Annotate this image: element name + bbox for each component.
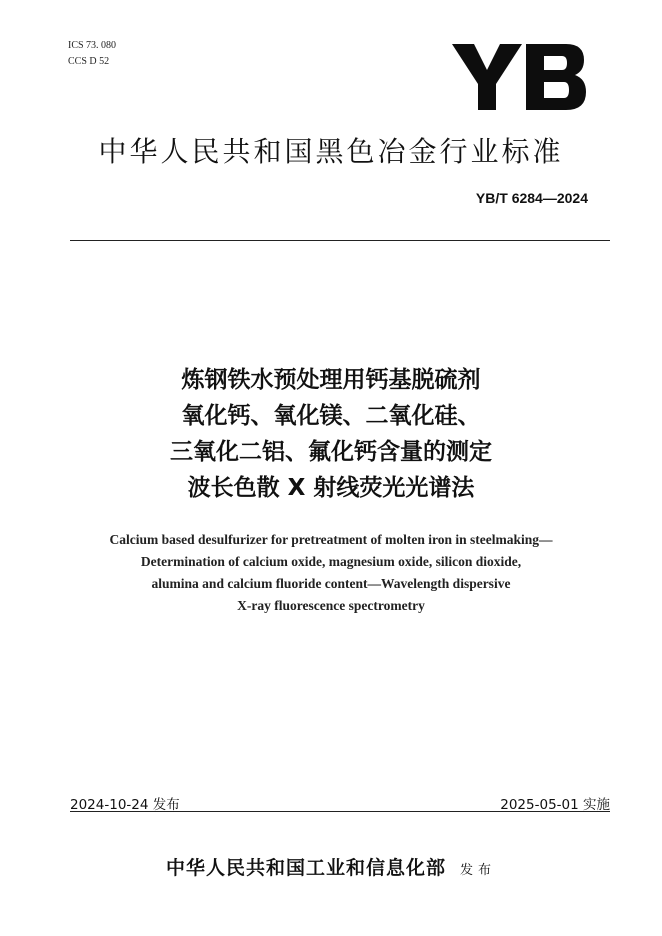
english-title-line-2: Determination of calcium oxide, magnesium oxide, silicon dioxide, — [140, 554, 522, 569]
chinese-title-line-4: 波长色散 X 射线荧光光谱法 — [187, 475, 475, 501]
ics-code: ICS 73. 080 — [68, 40, 117, 51]
classification-codes — [68, 38, 116, 70]
industry-standard-title: 中华人民共和国黑色冶金行业标准 — [98, 135, 564, 168]
issuing-authority — [0, 853, 662, 880]
issuer-action: 发布 — [460, 863, 497, 878]
chinese-title-line-1: 炼钢铁水预处理用钙基脱硫剂 — [181, 367, 481, 393]
english-title-line-4: X-ray fluorescence spectrometry — [237, 598, 425, 613]
standard-number: YB/T 6284—2024 — [475, 190, 588, 206]
yb-logo — [448, 40, 588, 112]
english-title-line-1: Calcium based desulfurizer for pretreatment of molten iron in steelmaking— — [109, 532, 553, 547]
implementation-date: 2025-05-01 实施 — [500, 797, 610, 813]
chinese-title-line-3: 三氧化二铝、氟化钙含量的测定 — [170, 439, 492, 465]
chinese-title — [0, 362, 662, 506]
chinese-title-line-2: 氧化钙、氧化镁、二氧化硅、 — [181, 403, 481, 429]
issuer-organization: 中华人民共和国工业和信息化部 — [165, 857, 446, 879]
header-divider — [70, 240, 610, 241]
english-title-line-3: alumina and calcium fluoride content—Wavelength dispersive — [151, 576, 511, 591]
english-title — [0, 529, 662, 617]
issue-date: 2024-10-24 发布 — [70, 797, 180, 813]
footer-divider — [70, 811, 610, 812]
yb-logo-icon — [448, 40, 588, 112]
ccs-code: CCS D 52 — [68, 56, 110, 67]
